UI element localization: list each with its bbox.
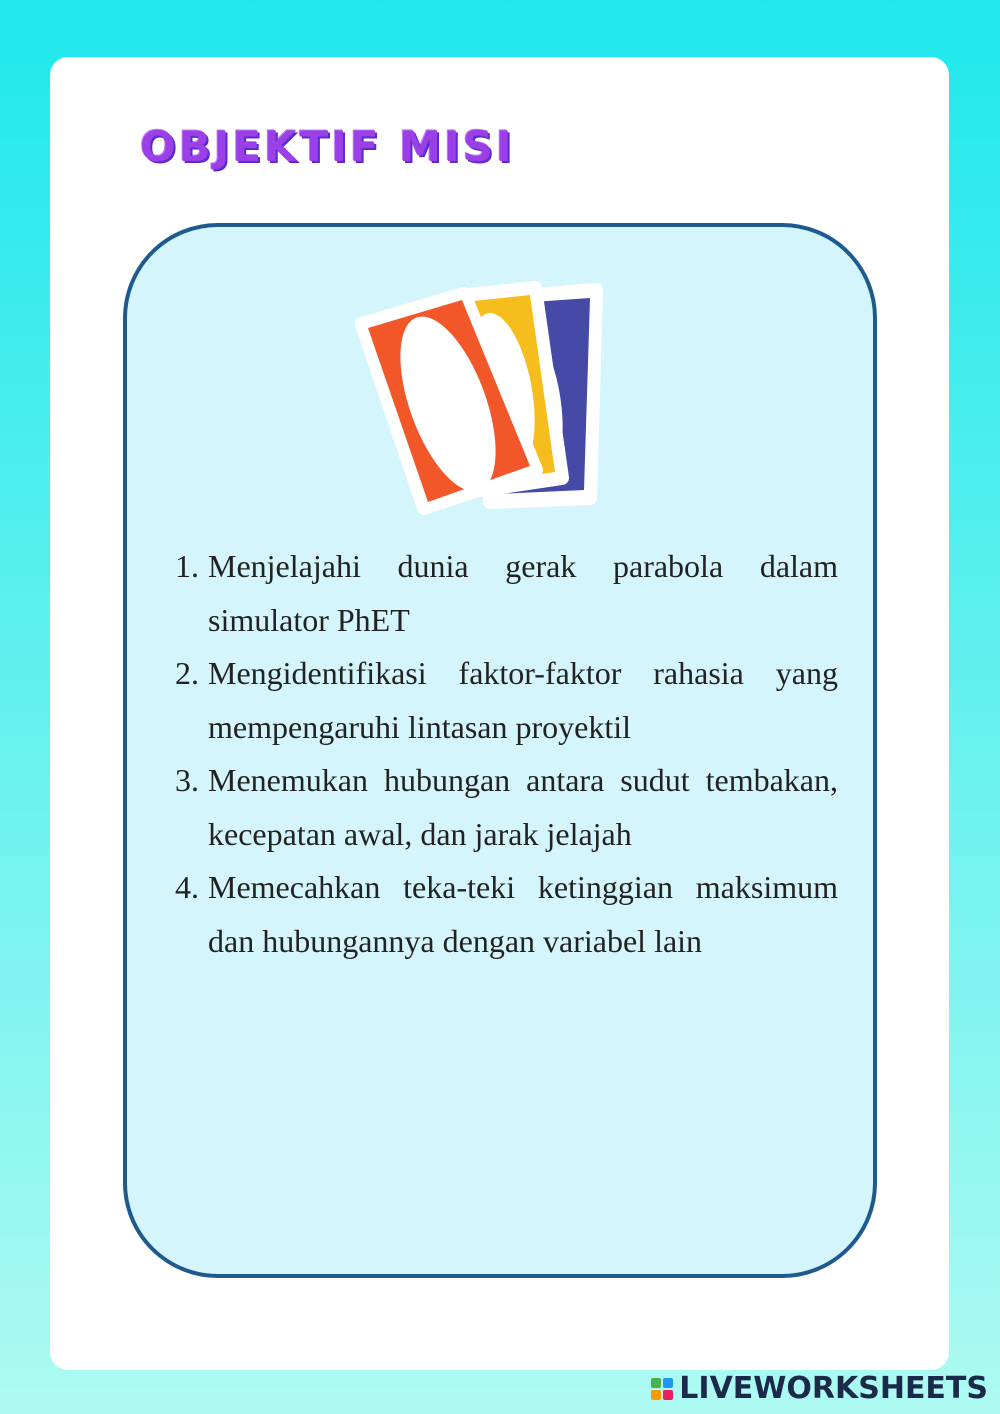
objective-item-1 bbox=[175, 540, 838, 647]
objective-text: Menemukan hubungan antara sudut tembakan, kecepatan awal, dan jarak jelajah bbox=[208, 762, 838, 852]
objective-text: Menjelajahi dunia gerak parabola dalam simulator PhET bbox=[208, 548, 838, 638]
objective-number: 4. bbox=[175, 869, 199, 905]
liveworksheets-logo-icon bbox=[651, 1378, 673, 1400]
objective-text: Mengidentifikasi faktor-faktor rahasia yang mempengaruhi lintasan proyektil bbox=[208, 655, 838, 745]
logo-square-i bbox=[663, 1378, 673, 1388]
logo-square-v bbox=[651, 1390, 661, 1400]
objective-number: 1. bbox=[175, 548, 199, 584]
brand-name: LIVEWORKSHEETS bbox=[679, 1371, 988, 1406]
objectives-list bbox=[175, 540, 838, 968]
page-title: OBJEKTIF MISI bbox=[140, 122, 515, 171]
objective-item-2 bbox=[175, 647, 838, 754]
objective-number: 2. bbox=[175, 655, 199, 691]
objective-number: 3. bbox=[175, 762, 199, 798]
logo-square-l bbox=[651, 1378, 661, 1388]
objective-item-4 bbox=[175, 861, 838, 968]
playing-cards-icon bbox=[350, 280, 610, 520]
liveworksheets-brand[interactable] bbox=[651, 1371, 988, 1406]
objective-text: Memecahkan teka-teki ketinggian maksimum dan hubungannya dengan variabel lain bbox=[208, 869, 838, 959]
logo-square-e bbox=[663, 1390, 673, 1400]
objective-item-3 bbox=[175, 754, 838, 861]
